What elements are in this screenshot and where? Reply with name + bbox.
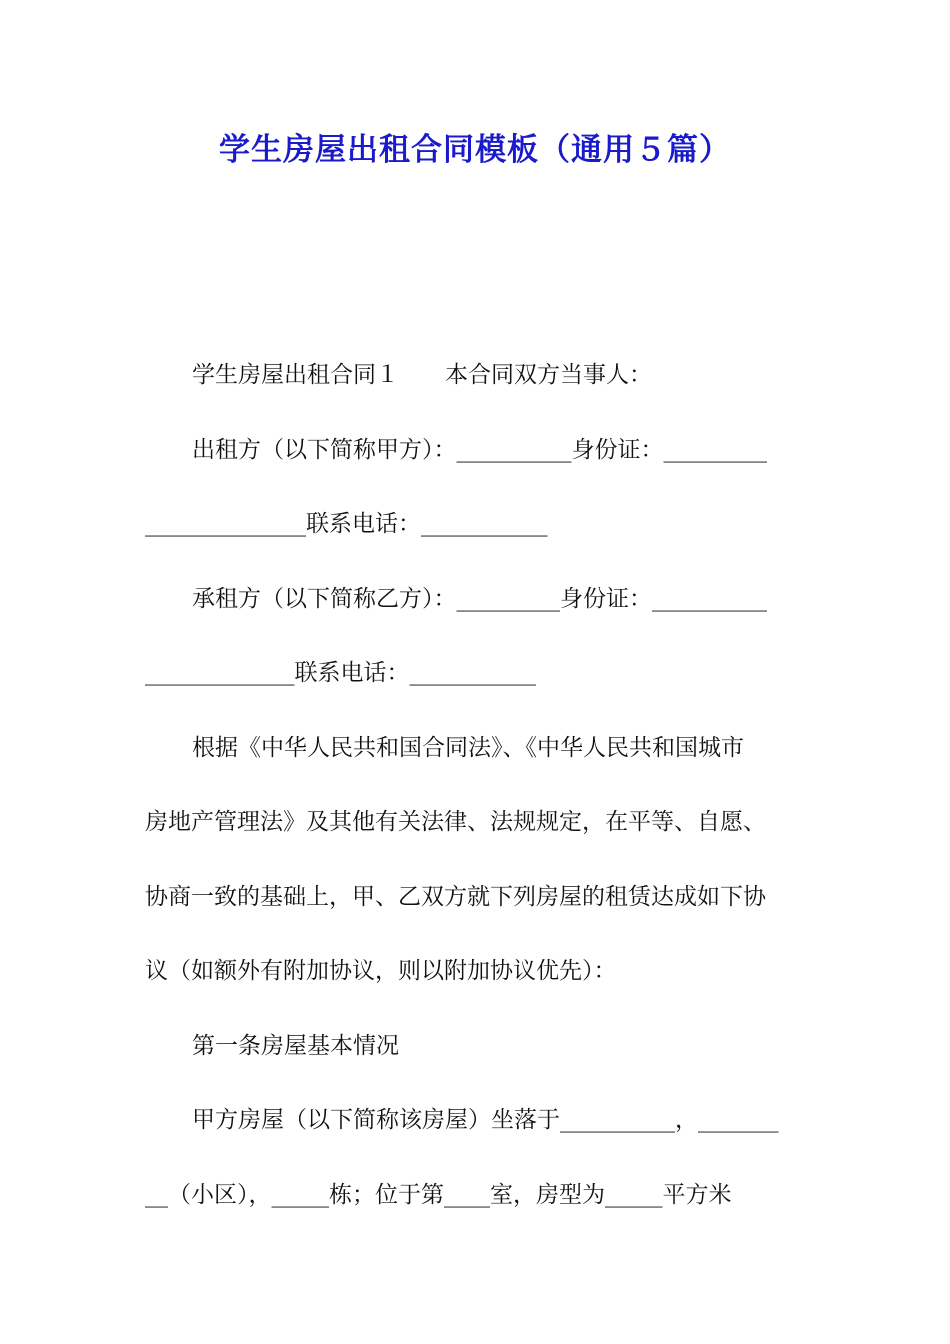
paragraph-line: ______________联系电话：___________	[145, 511, 548, 537]
paragraph-line: 议（如额外有附加协议，则以附加协议优先）：	[145, 958, 617, 984]
paragraph-line: 甲方房屋（以下简称该房屋）坐落于__________，_______	[192, 1107, 779, 1133]
document-title: 学生房屋出租合同模板（通用５篇）	[219, 132, 731, 168]
paragraph-line: 出租方（以下简称甲方）：__________身份证：_________	[192, 436, 767, 463]
paragraph-line: 根据《中华人民共和国合同法》、《中华人民共和国城市	[192, 734, 744, 761]
section-heading: 第一条房屋基本情况	[192, 1032, 399, 1059]
paragraph-line: _____________联系电话：___________	[145, 660, 536, 686]
document-body	[145, 338, 807, 1232]
paragraph-line: __（小区），_____栋；位于第____室，房型为_____平方米	[145, 1181, 732, 1208]
paragraph-line: 学生房屋出租合同１ 本合同双方当事人：	[192, 362, 652, 388]
paragraph-line: 房地产管理法》及其他有关法律、法规规定，在平等、自愿、	[145, 809, 766, 835]
paragraph-line: 承租方（以下简称乙方）：_________身份证：__________	[192, 585, 767, 612]
paragraph-line: 协商一致的基础上，甲、乙双方就下列房屋的租赁达成如下协	[145, 883, 766, 910]
